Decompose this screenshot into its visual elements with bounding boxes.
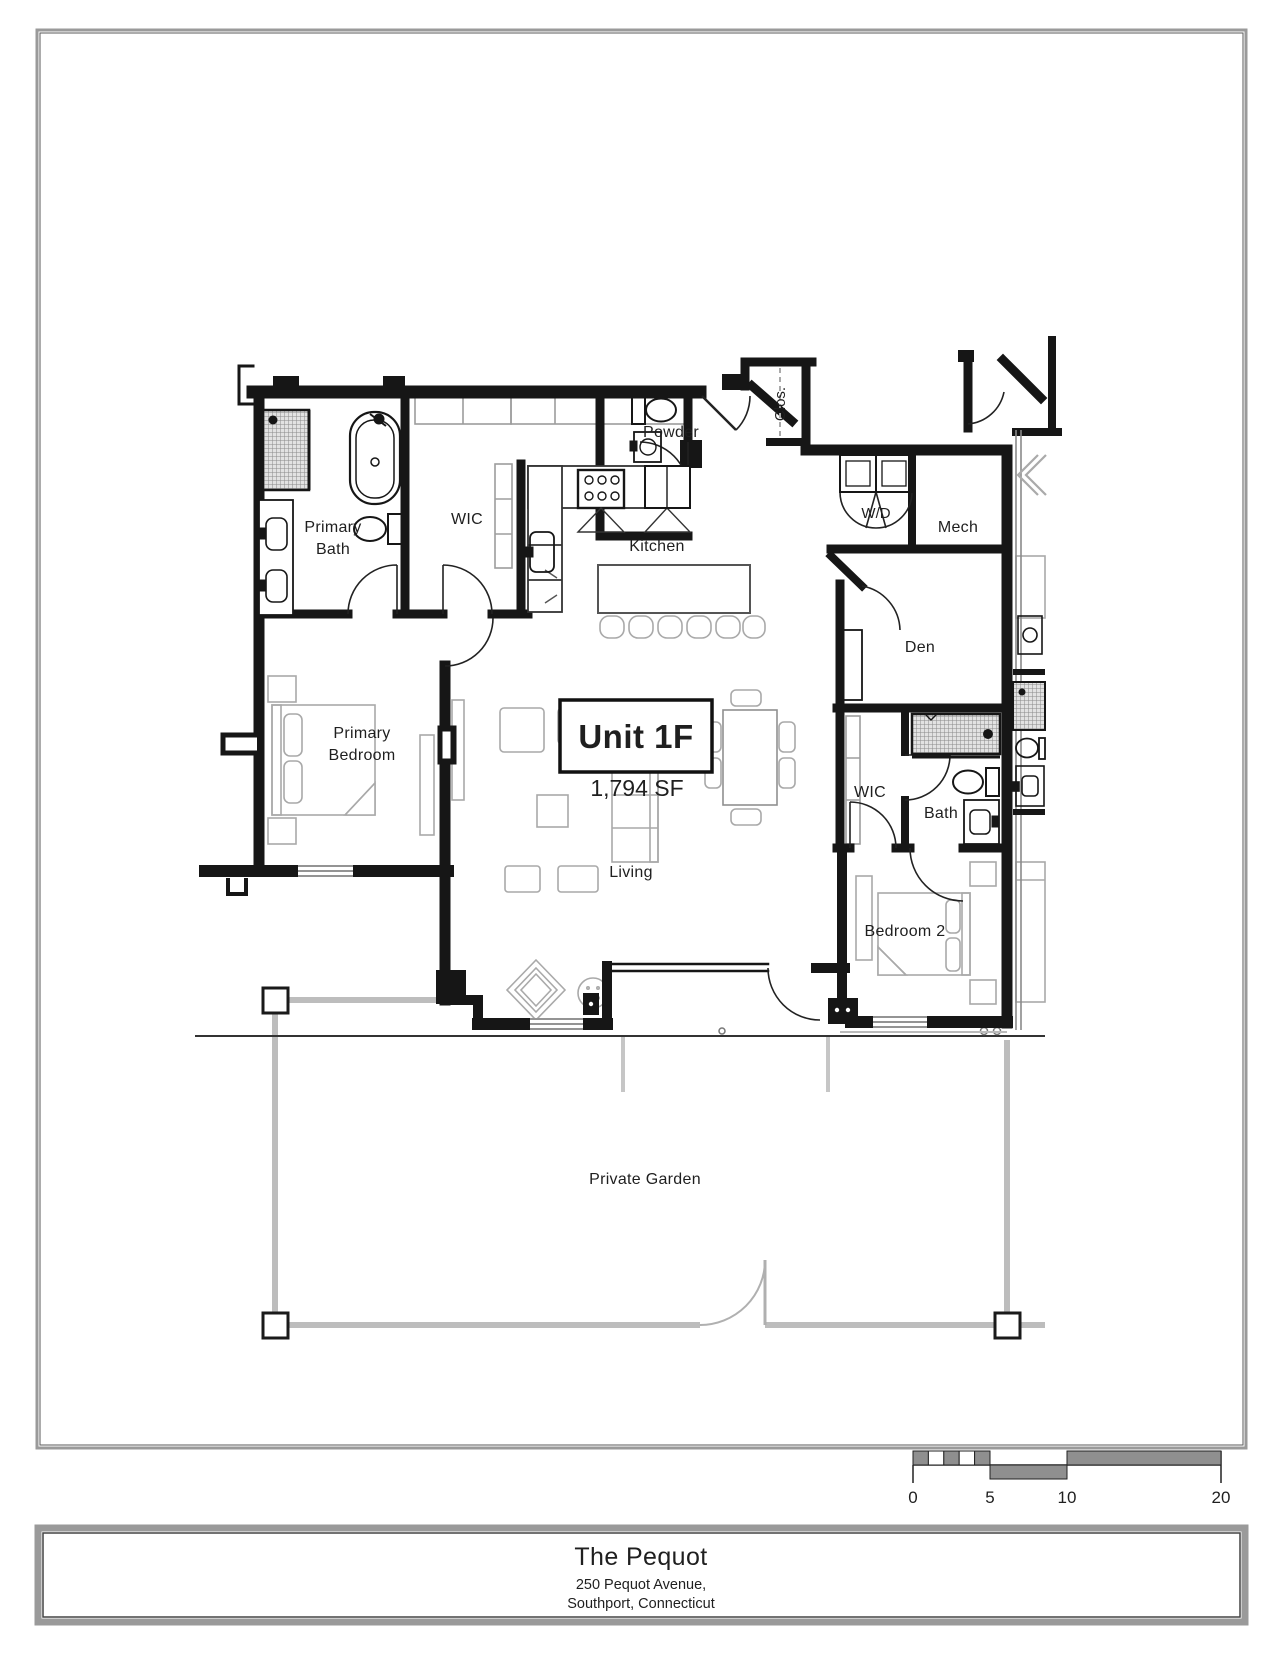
- washer-dryer-units: [840, 455, 912, 492]
- label-kitchen: Kitchen: [629, 538, 685, 555]
- unit-area: 1,794 SF: [590, 775, 684, 801]
- label-bedroom2: Bedroom 2: [864, 923, 946, 940]
- bath-door-swing: [905, 755, 950, 800]
- entry-door-swing: [736, 396, 750, 430]
- wic-cabinet: [842, 630, 862, 700]
- primary-bath-door-swing: [348, 565, 397, 614]
- nightstand: [268, 676, 296, 702]
- neighbor-shower: [1013, 682, 1045, 730]
- left-wall-bump: [223, 735, 257, 753]
- armchair: [500, 708, 544, 752]
- project-address-line1: 250 Pequot Avenue,: [575, 1577, 707, 1593]
- kitchen-island: [598, 565, 765, 638]
- unit-name: Unit 1F: [578, 718, 694, 755]
- project-title: The Pequot: [574, 1543, 708, 1571]
- label-primary-bath: Primary Bath: [304, 519, 362, 558]
- ground-line: [195, 1028, 1045, 1037]
- bath2-vanity: [964, 800, 999, 844]
- den-door-swing: [862, 586, 900, 630]
- unit-label-box: [560, 700, 712, 801]
- nightstand: [970, 862, 996, 886]
- label-washer-dryer: W/D: [861, 505, 891, 522]
- scale-20: 20: [1211, 1488, 1231, 1507]
- label-bath: Bath: [923, 805, 959, 822]
- primary-shower: [263, 410, 309, 490]
- vestibule-door-swing: [968, 392, 1004, 424]
- rug: [507, 960, 565, 1020]
- project-address-line2: Southport, Connecticut: [567, 1596, 715, 1612]
- scale-bar: [908, 1451, 1230, 1507]
- nightstand: [970, 980, 996, 1004]
- wic-right-door-swing: [850, 802, 896, 848]
- wic-left-door-swing: [443, 565, 492, 614]
- dresser: [856, 876, 872, 960]
- nightstand: [268, 818, 296, 844]
- coffee-table: [537, 795, 568, 827]
- label-powder: Powder: [642, 424, 700, 441]
- window: [298, 865, 353, 877]
- neighbor-shower-head: [1019, 689, 1026, 696]
- label-mech: Mech: [937, 519, 979, 536]
- neighbor-corridor: [1013, 430, 1046, 1030]
- ottoman: [558, 866, 598, 892]
- label-den: Den: [904, 639, 936, 656]
- scale-0: 0: [908, 1488, 918, 1507]
- bath2-shower: [912, 714, 1000, 757]
- label-living: Living: [609, 864, 653, 881]
- bath2-toilet: [953, 768, 999, 796]
- neighbor-sink: [1013, 766, 1044, 806]
- ottoman: [505, 866, 540, 892]
- scale-5: 5: [985, 1488, 995, 1507]
- title-block: [38, 1528, 1245, 1622]
- label-private-garden: Private Garden: [589, 1171, 701, 1188]
- double-vanity: [259, 500, 293, 615]
- hose-bib: [228, 878, 246, 894]
- label-wic-left: WIC: [450, 511, 484, 528]
- fireplace: [438, 726, 456, 764]
- window: [873, 1016, 927, 1028]
- label-primary-bedroom: Primary Bedroom: [328, 725, 396, 764]
- bathtub: [350, 412, 400, 504]
- label-wic-right: WIC: [853, 784, 887, 801]
- dining-set: [705, 690, 795, 825]
- dresser: [420, 735, 434, 835]
- primary-bedroom-door-swing: [445, 618, 493, 666]
- private-garden: [263, 988, 1045, 1338]
- garden-posts: [263, 988, 1020, 1338]
- entry-door-leaf: [702, 396, 736, 430]
- window: [530, 1018, 583, 1030]
- label-closet: Clos.: [772, 386, 789, 422]
- windows: [223, 735, 927, 1030]
- scale-10: 10: [1057, 1488, 1077, 1507]
- patio-door-swing: [768, 968, 820, 1020]
- powder-toilet: [632, 396, 676, 424]
